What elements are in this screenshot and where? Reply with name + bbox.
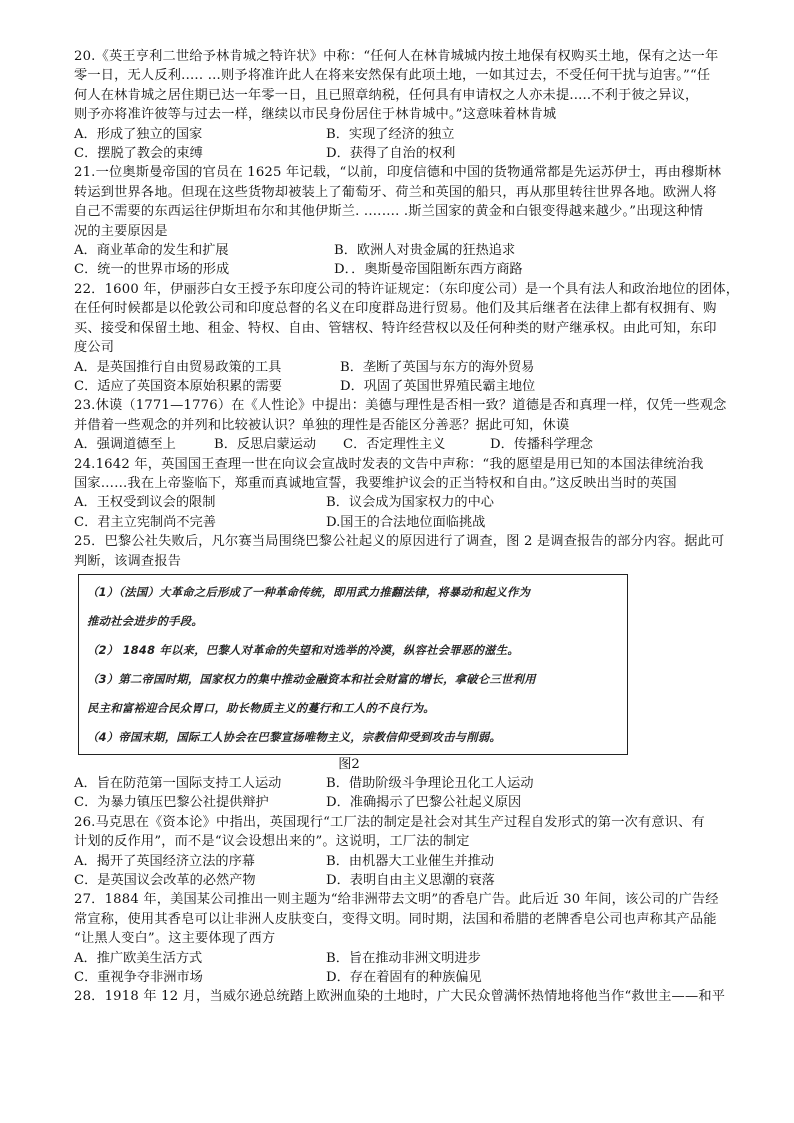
report-line: （4）帝国末期，国际工人协会在巴黎宣扬唯物主义，宗教信仰受到攻击与削弱。: [87, 730, 502, 744]
option-c: C．否定理性主义: [343, 437, 446, 453]
option-a: A．揭开了英国经济立法的序幕: [74, 853, 255, 869]
question-22: [74, 280, 754, 396]
option-d: D．传播科学理念: [490, 437, 593, 453]
question-25: [74, 532, 754, 813]
question-text-line: 并借着一些观念的并列和比较被认识？单独的理性是否能区分善恶？据此可知，休谟: [74, 417, 570, 433]
figure-caption: 图2: [338, 756, 360, 772]
answer-options: [74, 435, 754, 454]
question-text-line: 24.1642 年，英国国王查理一世在向议会宣战时发表的文告中声称：“我的愿望是用已知的本国法律统治我: [74, 456, 704, 472]
option-d: D．准确揭示了巴黎公社起义原因: [326, 795, 522, 811]
option-c: C．君主立宪制尚不完善: [74, 514, 216, 530]
report-line: （3）第二帝国时期，国家权力的集中推动金融资本和社会财富的增长，拿破仑三世利用: [87, 672, 536, 686]
question-26: [74, 813, 754, 891]
question-text-line: 23.休谟（1771—1776）在《人性论》中提出：美德与理性是否相一致？道德是否和真理一样，仅凭一些观念: [74, 398, 727, 414]
question-text-line: “让黑人变白”。这主要体现了西方: [74, 931, 276, 947]
question-text-line: 计划的反作用”，而不是“议会设想出来的”。这说明，工厂法的制定: [74, 834, 470, 850]
option-b: B．旨在推动非洲文明进步: [326, 950, 481, 966]
answer-options: [74, 241, 754, 280]
report-line: （2） 1848 年以来，巴黎人对革命的失望和对选举的冷漠，纵容社会罪恶的滋生。: [87, 643, 519, 657]
question-text-line: 转运到世界各地。但现在这些货物却被装上了葡萄牙、荷兰和英国的船只，再从那里转往世界各地。欧洲人将: [74, 184, 717, 200]
option-d: D．获得了自治的权利: [326, 146, 456, 162]
option-d: D．存在着固有的种族偏见: [326, 970, 482, 986]
option-a: A．推广欧美生活方式: [74, 950, 203, 966]
question-text-line: 自己不需要的东西运往伊斯坦布尔和其他伊斯兰. .……. .斯兰国家的黄金和白银变得越来越少。”出现这种情: [74, 204, 704, 220]
report-excerpt-box: [78, 574, 628, 755]
option-a: A．旨在防范第一国际支持工人运动: [74, 775, 282, 791]
answer-options: [74, 358, 754, 397]
option-a: A．强调道德至上: [74, 437, 176, 453]
question-23: [74, 396, 754, 454]
question-text-line: 何人在林肯城之居住期已达一年零一日，且已照章纳税，任何具有申请权之人亦未提.....不利于彼之异议，: [74, 87, 699, 103]
question-text-line: 则予亦将准许彼等与过去一样，继续以市民身份居住于林肯城中。”这意味着林肯城: [74, 107, 557, 123]
question-text-line: 况的主要原因是: [74, 223, 168, 239]
question-24: [74, 455, 754, 533]
question-text-line: 28．1918 年 12 月，当威尔逊总统踏上欧洲血染的土地时，广大民众曾满怀热情地将他当作“救世主——和平: [74, 989, 726, 1005]
report-line: 民主和富裕迎合民众胃口，助长物质主义的蔓行和工人的不良行为。: [87, 701, 435, 715]
option-b: B．由机器大工业催生并推动: [326, 853, 494, 869]
option-b: B．欧洲人对贵金属的狂热追求: [334, 243, 516, 259]
option-c: C．为暴力镇压巴黎公社提供辩护: [74, 795, 269, 811]
answer-options: [74, 493, 754, 532]
question-21: [74, 163, 754, 279]
option-a: A．是英国推行自由贸易政策的工具: [74, 359, 282, 375]
exam-page: [74, 47, 754, 1007]
report-line: 推动社会进步的手段。: [87, 614, 203, 628]
option-d: D．巩固了英国世界殖民霸主地位: [340, 378, 536, 394]
answer-options: [74, 949, 754, 988]
question-text-line: 度公司: [74, 340, 115, 356]
question-text-line: 常宣称，使用其香皂可以让非洲人皮肤变白，变得文明。同时期，法国和希腊的老牌香皂公司也声称其产品能: [74, 911, 717, 927]
option-b: B．借助阶级斗争理论丑化工人运动: [326, 775, 534, 791]
option-d: D.国王的合法地位面临挑战: [326, 514, 486, 530]
option-c: C．重视争夺非洲市场: [74, 970, 203, 986]
option-a: A．商业革命的发生和扩展: [74, 243, 229, 259]
option-d: D．．奥斯曼帝国阻断东西方商路: [334, 262, 523, 278]
question-text-line: 20.《英王亨利二世给予林肯城之特许状》中称：“任何人在林肯城城内按土地保有权购买土地，保有之达一年: [74, 49, 719, 64]
question-text-line: 零一日，无人反利.…. …则予将准许此人在将来安然保有此项土地，一如其过去，不受任何干扰与迫害。”“任: [74, 68, 711, 84]
option-c: C．适应了英国资本原始积累的需要: [74, 378, 282, 394]
option-c: C．统一的世界市场的形成: [74, 262, 230, 278]
question-28: [74, 987, 754, 1006]
option-a: A．王权受到议会的限制: [74, 495, 216, 511]
question-text-line: 27．1884 年，美国某公司推出一则主题为“给非洲带去文明”的香皂广告。此后近 30 年间，该公司的广告经: [74, 892, 719, 908]
question-text-line: 买、接受和保留土地、租金、特权、自由、管辖权、特许经营权以及任何种类的财产继承权。由此可知，东印: [74, 320, 717, 336]
answer-options: [74, 125, 754, 164]
question-text-line: 在任何时候都是以伦敦公司和印度总督的名义在印度群岛进行贸易。他们及其后继者在法律上都有权拥有、购: [74, 301, 717, 317]
question-27: [74, 890, 754, 987]
question-text-line: 判断，该调查报告: [74, 553, 182, 569]
question-text-line: 22．1600 年，伊丽莎白女王授予东印度公司的特许证规定：（东印度公司）是一个具有法人和政治地位的团体，: [74, 281, 740, 297]
answer-options: [74, 774, 754, 813]
question-text-line: 26.马克思在《资本论》中指出，英国现行“工厂法的制定是社会对其生产过程自发形式的第一次有意识、有: [74, 814, 705, 830]
option-b: B．议会成为国家权力的中心: [326, 495, 494, 511]
option-d: D．表明自由主义思潮的衰落: [326, 873, 495, 888]
question-text-line: 25．巴黎公社失败后，凡尔赛当局围绕巴黎公社起义的原因进行了调查，图 2 是调查报告的部分内容。据此可: [74, 534, 725, 550]
answer-options: [74, 852, 754, 891]
option-c: C．摆脱了教会的束缚: [74, 146, 203, 162]
report-line: （1）（法国）大革命之后形成了一种革命传统，即用武力推翻法律，将暴动和起义作为: [87, 585, 531, 599]
question-text-line: 国家……我在上帝鉴临下，郑重而真诚地宣誓，我要维护议会的正当特权和自由。”这反映出当时的英国: [74, 475, 677, 491]
option-c: C．是英国议会改革的必然产物: [74, 873, 256, 888]
option-b: B．实现了经济的独立: [326, 126, 455, 142]
option-a: A．形成了独立的国家: [74, 126, 203, 142]
question-20: [74, 47, 754, 163]
option-b: B．垄断了英国与东方的海外贸易: [340, 359, 535, 375]
option-b: B．反思启蒙运动: [214, 437, 317, 453]
question-text-line: 21.一位奥斯曼帝国的官员在 1625 年记载，“以前，印度信德和中国的货物通常都是先运苏伊士，再由穆斯林: [74, 165, 722, 181]
